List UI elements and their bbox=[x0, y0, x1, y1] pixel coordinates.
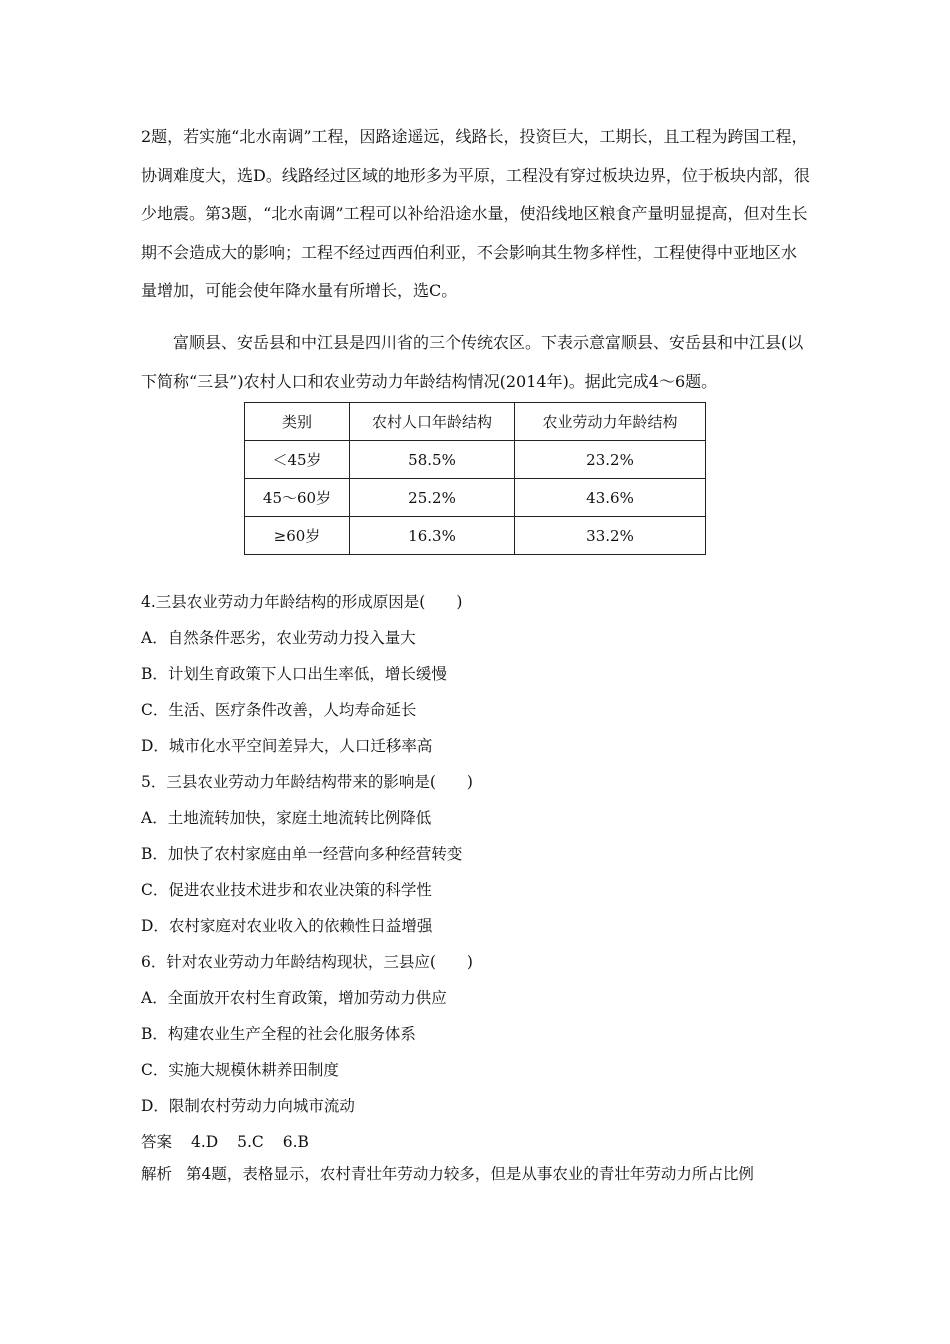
passage-intro: 富顺县、安岳县和中江县是四川省的三个传统农区。下表示意富顺县、安岳县和中江县(以下简称“三县”)农村人口和农业劳动力年龄结构情况(2014年)。据此完成4～6题。 bbox=[141, 333, 804, 391]
table-cell: ＜45岁 bbox=[245, 441, 350, 479]
analysis-text: 第4题，表格显示，农村青壮年劳动力较多，但是从事农业的青壮年劳动力所占比例 bbox=[186, 1165, 754, 1183]
table-row bbox=[245, 441, 706, 479]
analysis-label: 解析 bbox=[141, 1165, 173, 1183]
table-cell: 25.2% bbox=[350, 479, 515, 517]
question-5-option-d: D．农村家庭对农业收入的依赖性日益增强 bbox=[141, 917, 433, 935]
question-4-option-a: A．自然条件恶劣，农业劳动力投入量大 bbox=[141, 629, 416, 647]
table-header-cell: 农业劳动力年龄结构 bbox=[515, 403, 706, 441]
table-row bbox=[245, 517, 706, 555]
answer-line bbox=[141, 1132, 811, 1152]
answer-item: 6.B bbox=[282, 1133, 309, 1151]
age-structure-table bbox=[244, 402, 706, 555]
question-6-option-c: C．实施大规模休耕养田制度 bbox=[141, 1061, 339, 1079]
table-cell: 45～60岁 bbox=[245, 479, 350, 517]
question-6-stem: 6．针对农业劳动力年龄结构现状，三县应( ) bbox=[141, 953, 473, 971]
table-cell: 23.2% bbox=[515, 441, 706, 479]
table-header-cell: 类别 bbox=[245, 403, 350, 441]
question-5-stem: 5．三县农业劳动力年龄结构带来的影响是( ) bbox=[141, 773, 473, 791]
table-cell: ≥60岁 bbox=[245, 517, 350, 555]
answer-label: 答案 bbox=[141, 1133, 173, 1151]
explanation-paragraph: 2题，若实施“北水南调”工程，因路途遥远，线路长，投资巨大，工期长，且工程为跨国工程，协调难度大，选D。线路经过区域的地形多为平原，工程没有穿过板块边界，位于板块内部，很少地震。第3题，“北水南调”工程可以补给沿途水量，使沿线地区粮食产量明显提高，但对生长期不会造成大的影响；工程不经过西西伯利亚，不会影响其生物多样性，工程使得中亚地区水量增加，可能会使年降水量有所增长，选C。 bbox=[141, 127, 810, 301]
answer-item: 5.C bbox=[237, 1133, 264, 1151]
question-4-option-b: B．计划生育政策下人口出生率低，增长缓慢 bbox=[141, 665, 447, 683]
table-header-cell: 农村人口年龄结构 bbox=[350, 403, 515, 441]
table-cell: 33.2% bbox=[515, 517, 706, 555]
question-4-option-d: D．城市化水平空间差异大，人口迁移率高 bbox=[141, 737, 433, 755]
table-header-row bbox=[245, 403, 706, 441]
question-6-option-b: B．构建农业生产全程的社会化服务体系 bbox=[141, 1025, 416, 1043]
question-5-option-a: A．土地流转加快，家庭土地流转比例降低 bbox=[141, 809, 432, 827]
question-4-option-c: C．生活、医疗条件改善，人均寿命延长 bbox=[141, 701, 417, 719]
table-cell: 16.3% bbox=[350, 517, 515, 555]
answer-item: 4.D bbox=[190, 1133, 219, 1151]
question-5-option-b: B．加快了农村家庭由单一经营向多种经营转变 bbox=[141, 845, 463, 863]
question-5-option-c: C．促进农业技术进步和农业决策的科学性 bbox=[141, 881, 432, 899]
table-cell: 43.6% bbox=[515, 479, 706, 517]
table-cell: 58.5% bbox=[350, 441, 515, 479]
question-6-option-a: A．全面放开农村生育政策，增加劳动力供应 bbox=[141, 989, 447, 1007]
analysis-line bbox=[141, 1164, 811, 1184]
table-row bbox=[245, 479, 706, 517]
question-4-stem: 4.三县农业劳动力年龄结构的形成原因是( ) bbox=[141, 593, 463, 611]
question-6-option-d: D．限制农村劳动力向城市流动 bbox=[141, 1097, 355, 1115]
